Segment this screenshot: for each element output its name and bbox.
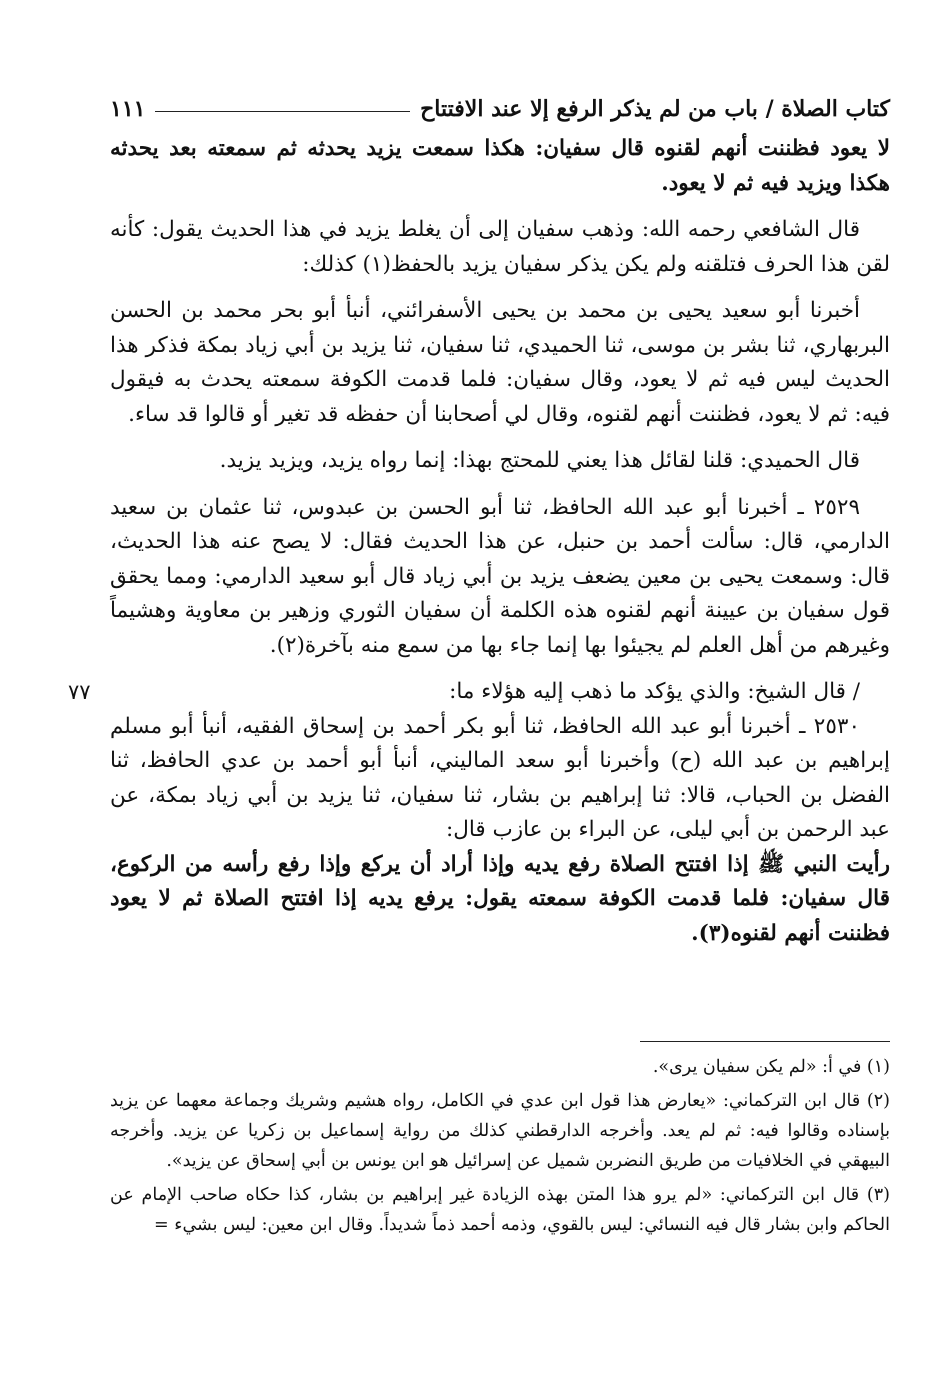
paragraph-1: لا يعود فظننت أنهم لقنوه قال سفيان: هكذا سمعت يزيد يحدثه ثم سمعته بعد يحدثه هكذا ويزيد فيه ثم لا يعود. [110,136,890,196]
paragraph-4: قال الحميدي: قلنا لقائل هذا يعني للمحتج بهذا: إنما رواه يزيد، ويزيد يزيد. [219,448,860,473]
paragraph-8-matn: رأيت النبي ﷺ إذا افتتح الصلاة رفع يديه وإذا أراد أن يركع وإذا رفع رأسه من الركوع، قال سفيان: فلما قدمت الكوفة سمعته يقول: يرفع يديه إذا افتتح الصلاة ثم لا يعود فظننت أنهم لقنوه(٣). [110,851,890,946]
margin-page-marker: ٧٧ [68,680,91,704]
paragraph-6: / قال الشيخ: والذي يؤكد ما ذهب إليه هؤلاء ما: [449,679,860,704]
main-text [68,132,890,963]
page-number: ١١١ [110,96,146,122]
footnote-2: (٢) قال ابن التركماني: «يعارض هذا قول ابن عدي في الكامل، رواه هشيم وشريك وجماعة معهما عن يزيد بإسناده وقالوا فيه: ثم لم يعد. وأخرجه الدارقطني كذلك من رواية إسماعيل بن زكريا عن يزيد. وأخرجه البيهقي في الخلافيات من طريق النضربن شميل عن إسرائيل هو ابن يونس بن أبي إسحاق عن يزيد». [110,1091,890,1171]
footnotes [110,1052,890,1244]
paragraph-3: أخبرنا أبو سعيد يحيى بن محمد بن يحيى الأسفرائني، أنبأ أبو بحر محمد بن الحسن البربهاري، ثنا بشر بن موسى، ثنا الحميدي، ثنا سفيان، ثنا يزيد بن أبي زياد بمكة فذكر هذا الحديث ليس فيه ثم لا يعود، وقال سفيان: فلما قدمت الكوفة سمعته يحدث به فيقول فيه: ثم لا يعود، فظننت أنهم لقنوه، وقال لي أصحابنا أن حفظه قد تغير أو قالوا قد ساء. [110,298,890,427]
footnote-separator [640,1041,890,1042]
header-rule [155,111,410,112]
paragraph-5-hadith-2529: ٢٥٢٩ ـ أخبرنا أبو عبد الله الحافظ، ثنا أبو الحسن بن عبدوس، ثنا عثمان بن سعيد الدارمي، قال: سألت أحمد بن حنبل، عن هذا الحديث فقال: لا يصح عنه هذا الحديث، قال: وسمعت يحيى بن معين يضعف يزيد بن أبي زياد قال أبو سعيد الدارمي: ومما يحقق قول سفيان بن عيينة أنهم لقنوه هذه الكلمة أن سفيان الثوري وزهير بن معاوية وهشيماً وغيرهم من أهل العلم لم يجيئوا بها إنما جاء بها من سمع منه بآخرة(٢). [110,494,890,658]
paragraph-2: قال الشافعي رحمه الله: وذهب سفيان إلى أن يغلط يزيد في هذا الحديث يقول: كأنه لقن هذا الحرف فتلقنه ولم يكن يذكر سفيان يزيد بالحفظ(١) كذلك: [110,217,890,277]
footnote-3: (٣) قال ابن التركماني: «لم يرو هذا المتن بهذه الزيادة غير إبراهيم بن بشار، كذا حكاه صاحب الإمام عن الحاكم وابن بشار قال فيه النسائي: ليس بالقوي، وذمه أحمد ذماً شديداً. وقال ابن معين: ليس بشيء = [110,1185,890,1235]
paragraph-7-hadith-2530: ٢٥٣٠ ـ أخبرنا أبو عبد الله الحافظ، ثنا أبو بكر أحمد بن إسحاق الفقيه، أنبأ أبو مسلم إبراهيم بن عبد الله (ح) وأخبرنا أبو سعد الماليني، أنبأ أبو أحمد بن عدي الحافظ، ثنا الفضل بن الحباب، قالا: ثنا إبراهيم بن بشار، ثنا سفيان، ثنا يزيد بن أبي زياد بمكة، عن عبد الرحمن بن أبي ليلى، عن البراء بن عازب قال: [110,713,890,842]
running-header [110,80,890,122]
paragraph-6-row [68,675,890,710]
chapter-title: كتاب الصلاة / باب من لم يذكر الرفع إلا عند الافتتاح [420,96,890,122]
footnote-1: (١) في أ: «لم يكن سفيان يرى». [652,1057,890,1077]
book-page [68,80,890,1360]
